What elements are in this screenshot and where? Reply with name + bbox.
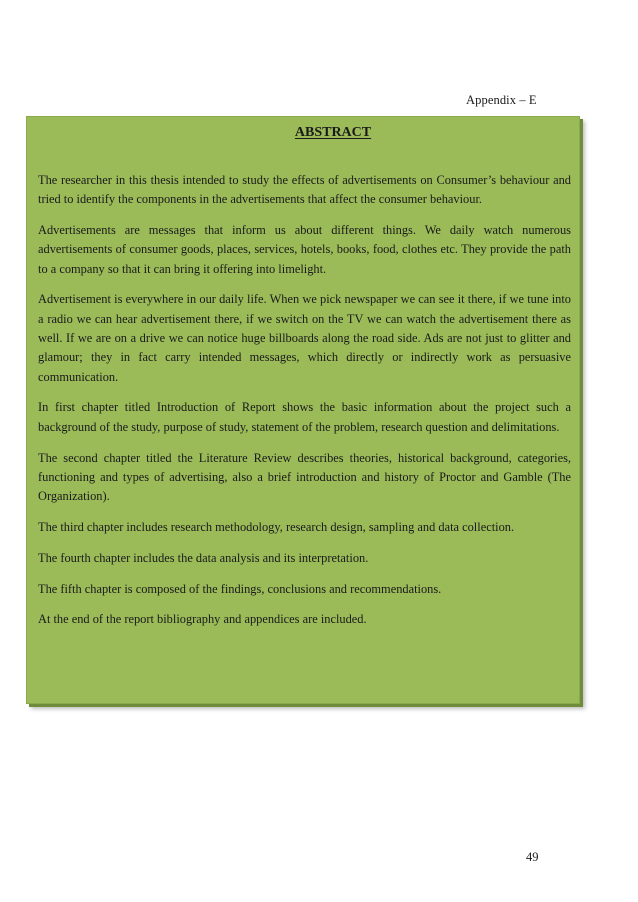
abstract-paragraph: The researcher in this thesis intended to study the effects of advertisements on Consumer’s behaviour and tried to identify the components in the advertisements that affect the consumer behaviour. xyxy=(38,173,571,207)
abstract-paragraph: The fourth chapter includes the data analysis and its interpretation. xyxy=(38,550,369,565)
appendix-label: Appendix – E xyxy=(466,93,537,107)
abstract-body xyxy=(38,171,571,641)
page-number: 49 xyxy=(526,850,539,864)
abstract-paragraph: The third chapter includes research methodology, research design, sampling and data collection. xyxy=(38,519,515,534)
abstract-paragraph: The second chapter titled the Literature Review describes theories, historical background, categories, functioning and types of advertising, also a brief introduction and history of Proctor and Gamble (The Organization). xyxy=(38,450,571,504)
abstract-box xyxy=(26,116,580,704)
abstract-paragraph: At the end of the report bibliography and appendices are included. xyxy=(38,612,367,627)
abstract-paragraph: Advertisement is everywhere in our daily life. When we pick newspaper we can see it there, if we tune into a radio we can hear advertisement there, if we switch on the TV we can watch the advertisement there as well. If we are on a drive we can notice huge billboards along the road side. Ads are not just to glitter and glamour; they in fact carry intended messages, which directly or indirectly work as persuasive communication. xyxy=(38,292,571,384)
abstract-paragraph: In first chapter titled Introduction of Report shows the basic information about the project such a background of the study, purpose of study, statement of the problem, research question and delimitations. xyxy=(38,400,571,434)
abstract-paragraph: The fifth chapter is composed of the findings, conclusions and recommendations. xyxy=(38,581,442,596)
abstract-paragraph: Advertisements are messages that inform us about different things. We daily watch numerous advertisements of consumer goods, places, services, hotels, books, food, clothes etc. They provide the path to a company so that it can bring it offering into limelight. xyxy=(38,223,571,276)
abstract-title: ABSTRACT xyxy=(294,125,372,140)
